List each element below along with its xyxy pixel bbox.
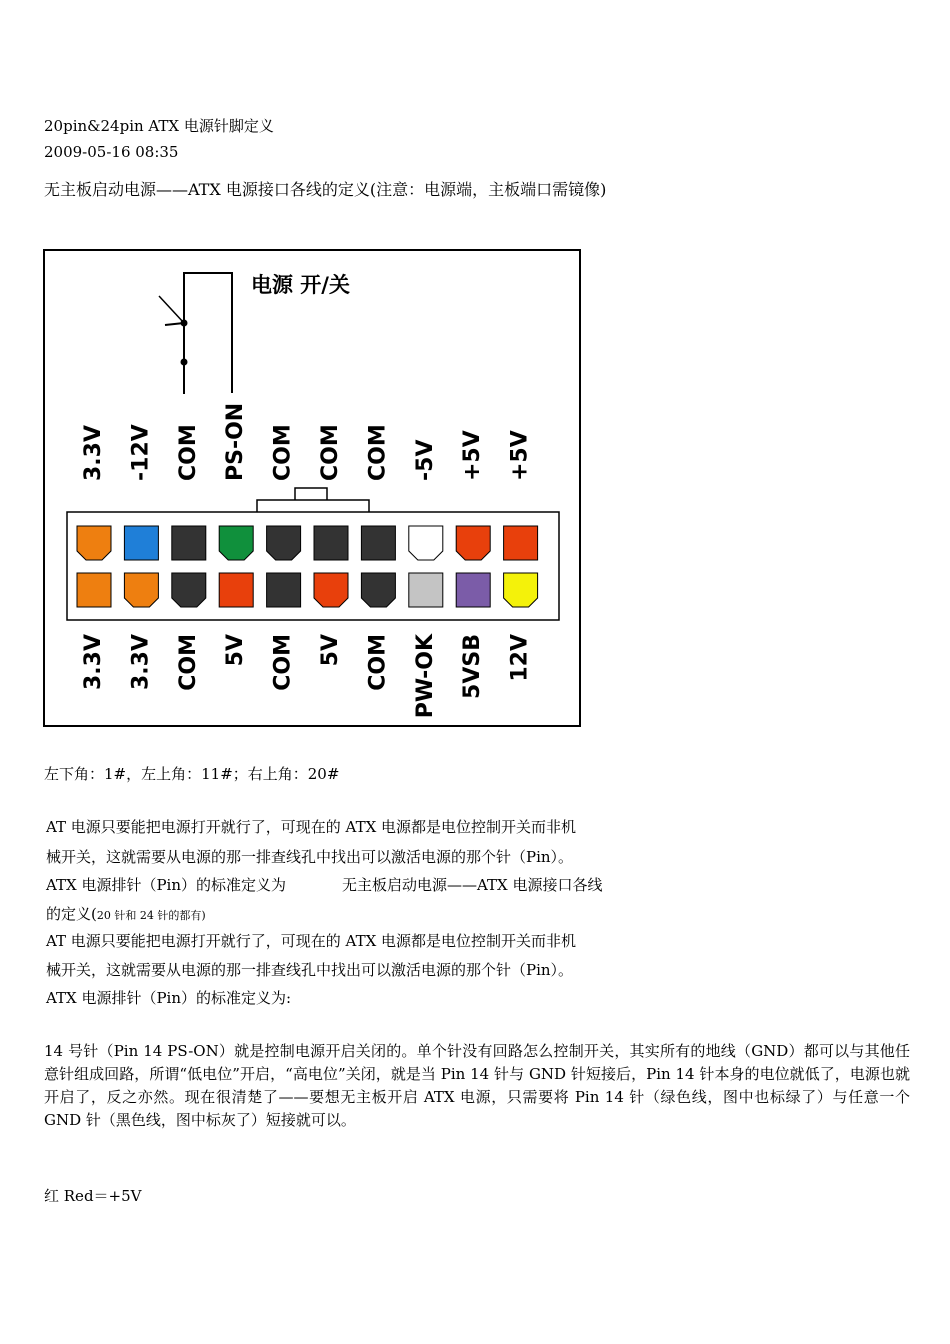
pin-label-top: COM (318, 424, 343, 481)
block1-line1: AT 电源只要能把电源打开就行了，可现在的 ATX 电源都是电位控制开关而非机 (46, 818, 577, 836)
color-note: 红 Red＝+5V (44, 1187, 142, 1205)
connector-pin-top (124, 526, 158, 560)
pin-label-top: COM (365, 424, 391, 481)
pin14-explanation: 14 号针（Pin 14 PS-ON）就是控制电源开启关闭的。单个针没有回路怎么控制开关，其实所有的地线（GND）都可以与其他任意针组成回路，所谓“低电位”开启，“高电位”关闭，就是当 Pin 14 针与 GND 针短接后，Pin 14 针本身的电位就低了，电源也就开启了，反之亦然。现在很清楚了——要想无主板开启 ATX 电源，只需要将 Pin 14 针（绿色线，图中也标绿了）与任意一个 GND 针（黑色线，图中标灰了）短接就可以。 (44, 1042, 910, 1129)
pin-label-top: +5V (460, 430, 486, 481)
connector-pin-bottom (267, 573, 301, 607)
block1-line3 (46, 873, 603, 897)
pin-label-bottom: 5V (223, 634, 249, 667)
connector-pin-top (409, 526, 443, 560)
connector-pin-bottom (172, 573, 206, 607)
pin-label-top: 3.3V (81, 425, 106, 481)
block1-line4 (46, 902, 206, 928)
connector-pin-bottom (504, 573, 538, 607)
doc-datetime: 2009-05-16 08:35 (44, 143, 179, 161)
switch-label: 电源 开/关 (251, 273, 350, 297)
pin-label-bottom: 3.3V (81, 634, 106, 690)
connector-pin-top (219, 526, 253, 560)
block1-line5: AT 电源只要能把电源打开就行了，可现在的 ATX 电源都是电位控制开关而非机 (46, 932, 577, 950)
pin-label-top: +5V (507, 430, 533, 481)
pin-label-bottom: 5V (318, 634, 343, 667)
connector-pin-bottom (456, 573, 490, 607)
corner-note: 左下角：1#，左上角：11#；右上角：20# (44, 765, 340, 783)
pin-label-top: COM (270, 424, 296, 481)
connector-pin-top (504, 526, 538, 560)
pin-label-top: PS-ON (223, 402, 249, 481)
connector-pin-bottom (314, 573, 348, 607)
pin-label-top: -5V (412, 439, 438, 481)
pin-label-top: -12V (128, 424, 154, 481)
pin-label-bottom: COM (270, 634, 296, 691)
pin-label-bottom: COM (365, 634, 391, 691)
power-switch-wiring (159, 273, 232, 394)
block1-line2: 械开关，这就需要从电源的那一排查线孔中找出可以激活电源的那个针（Pin）。 (46, 848, 574, 866)
connector-pin-top (172, 526, 206, 560)
atx-connector-diagram (43, 249, 581, 727)
block1-line4b: 20 针和 24 针的都有) (96, 909, 206, 922)
pin-label-bottom: COM (175, 634, 201, 691)
intro-text: 无主板启动电源——ATX 电源接口各线的定义(注意：电源端，主板端口需镜像) (44, 180, 607, 199)
pin-label-bottom: PW-OK (412, 634, 438, 719)
pin-label-bottom: 5VSB (460, 634, 486, 699)
block1-line4a: 的定义( (46, 905, 97, 923)
switch-contact-bottom (181, 359, 188, 366)
block1-line3a: ATX 电源排针（Pin）的标准定义为 (46, 876, 287, 894)
block1-line3b: 无主板启动电源——ATX 电源接口各线 (342, 876, 603, 894)
block1-line6: 械开关，这就需要从电源的那一排查线孔中找出可以激活电源的那个针（Pin）。 (46, 961, 574, 979)
connector-pin-bottom (219, 573, 253, 607)
switch-contact-top (181, 320, 188, 327)
connector-pin-bottom (361, 573, 395, 607)
doc-title: 20pin&24pin ATX 电源针脚定义 (44, 117, 274, 135)
pin-label-bottom: 3.3V (128, 634, 154, 690)
pin-label-top: COM (175, 424, 201, 481)
pin-label-bottom: 12V (507, 634, 533, 682)
connector-pin-bottom (77, 573, 111, 607)
connector-pin-top (267, 526, 301, 560)
connector-pin-top (361, 526, 395, 560)
block1-line7: ATX 电源排针（Pin）的标准定义为: (46, 989, 292, 1007)
connector-pin-bottom (124, 573, 158, 607)
connector-pin-top (314, 526, 348, 560)
connector-pin-top (456, 526, 490, 560)
connector-pin-bottom (409, 573, 443, 607)
connector-pin-top (77, 526, 111, 560)
